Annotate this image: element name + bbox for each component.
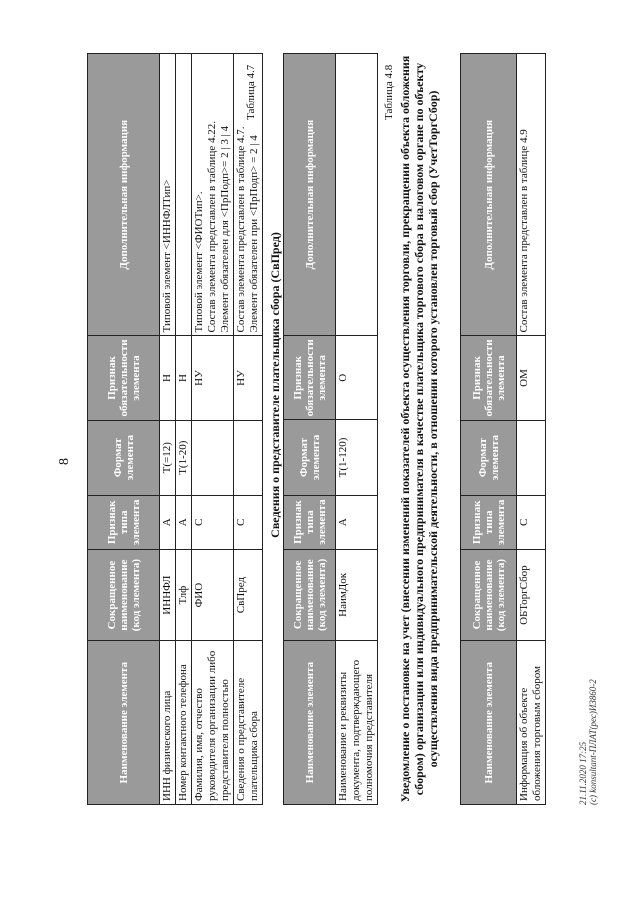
cell-code: Тлф <box>176 549 192 641</box>
header-required: Признак обязательности элемента <box>461 336 517 420</box>
cell-info: Состав элемента представлен в таблице 4.7. Элемент обязателен при <ПрПодп> = 2 | 4 <box>234 54 263 336</box>
cell-format: T(=12) <box>160 420 176 495</box>
cell-info: Типовой элемент <ИННФЛТип> <box>160 54 176 336</box>
header-format: Формат элемента <box>461 420 517 495</box>
cell-code: НаимДок <box>336 549 378 641</box>
header-required: Признак обязательности элемента <box>284 336 336 420</box>
cell-info <box>336 54 378 336</box>
header-format: Формат элемента <box>284 420 336 495</box>
cell-format <box>234 420 263 495</box>
cell-name: Наименование и реквизиты документа, подтверждающего полномочия представителя <box>336 641 378 805</box>
cell-required: НУ <box>192 336 234 420</box>
notification-table <box>460 53 546 805</box>
cell-format <box>517 420 546 495</box>
cell-required: НУ <box>234 336 263 420</box>
cell-name: Сведения о представителе плательщика сбора <box>234 641 263 805</box>
table-label: Таблица 4.7 <box>245 64 257 120</box>
header-format: Формат элемента <box>88 420 160 495</box>
header-short-name: Сокращенное наименование (код элемента) <box>284 549 336 641</box>
cell-code: СвПред <box>234 549 263 641</box>
cell-code: ИННФЛ <box>160 549 176 641</box>
cell-type: А <box>336 495 378 549</box>
signature-stamp: 21.11.2020 17:25 (c) konsultant-ПЛАТ(рес)ИЗ860-2 <box>578 679 598 805</box>
cell-name: Фамилия, имя, отчество руководителя организации либо представителя полностью <box>192 641 234 805</box>
cell-info <box>176 54 192 336</box>
header-required: Признак обязательности элемента <box>88 336 160 420</box>
cell-required: О <box>336 336 378 420</box>
elements-table <box>87 53 263 805</box>
header-name: Наименование элемента <box>284 641 336 805</box>
cell-format: T(1-20) <box>176 420 192 495</box>
table-row <box>192 54 234 805</box>
table-title: Уведомление о постановке на учет (внесении изменений показателей объекта осуществления торговли, прекращении объекта обложения сбором) организации или индивидуального предпринимателя в качестве плательщика торгового сбора в налоговом органе по объекту осуществления вида предпринимательской деятельности, в отношении которого установлен торговый сбор (УчетТоргСбор) <box>398 55 440 803</box>
table-row <box>336 54 378 805</box>
header-short-name: Сокращенное наименование (код элемента) <box>88 549 160 641</box>
cell-required: ОМ <box>517 336 546 420</box>
cell-code: ОБТоргСбор <box>517 549 546 641</box>
cell-info: Типовой элемент <ФИОТип>. Состав элемента представлен в таблице 4.22. Элемент обязателен для <ПрПодп>= 2 | 3 | 4 <box>192 54 234 336</box>
table-title: Сведения о представителе плательщика сбора (СвПред) <box>268 232 282 538</box>
cell-required: Н <box>176 336 192 420</box>
header-name: Наименование элемента <box>461 641 517 805</box>
header-name: Наименование элемента <box>88 641 160 805</box>
header-info: Дополнительная информация <box>284 54 336 336</box>
table-label: Таблица 4.8 <box>383 64 395 120</box>
cell-name: Номер контактного телефона <box>176 641 192 805</box>
cell-type: С <box>192 495 234 549</box>
header-info: Дополнительная информация <box>461 54 517 336</box>
cell-required: Н <box>160 336 176 420</box>
cell-format: T(1-120) <box>336 420 378 495</box>
cell-name: ИНН физического лица <box>160 641 176 805</box>
header-type: Признак типа элемента <box>461 495 517 549</box>
cell-code: ФИО <box>192 549 234 641</box>
cell-type: А <box>176 495 192 549</box>
cell-type: С <box>517 495 546 549</box>
cell-format <box>192 420 234 495</box>
header-short-name: Сокращенное наименование (код элемента) <box>461 549 517 641</box>
header-info: Дополнительная информация <box>88 54 160 336</box>
table-row <box>234 54 263 805</box>
table-row <box>160 54 176 805</box>
cell-type: А <box>160 495 176 549</box>
table-row <box>517 54 546 805</box>
cell-info: Состав элемента представлен в таблице 4.9 <box>517 54 546 336</box>
representative-table <box>283 53 378 805</box>
table-row <box>176 54 192 805</box>
cell-type: С <box>234 495 263 549</box>
page-number: 8 <box>57 458 72 465</box>
header-type: Признак типа элемента <box>88 495 160 549</box>
cell-name: Информация об объекте обложения торговым сбором <box>517 641 546 805</box>
header-type: Признак типа элемента <box>284 495 336 549</box>
